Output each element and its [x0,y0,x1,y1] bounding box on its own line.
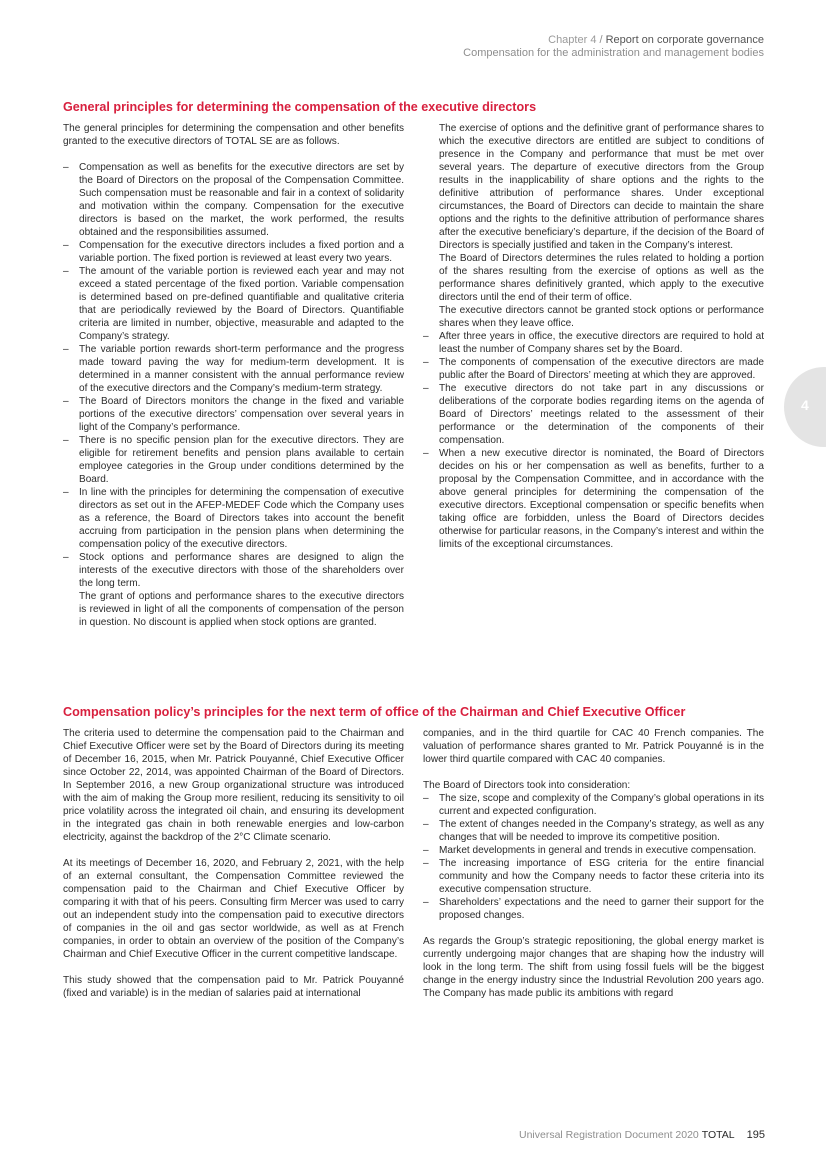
list-item: – In line with the principles for determining the compensation of executive directors as set out in the AFEP-MEDEF Code which the Company uses as a reference, the Board of Directors takes into account the benefit accruing from participation in the pension plans when determining the compensation policy of the executive directors. [63,486,404,551]
paragraph: The Board of Directors determines the rules related to holding a portion of the shares resulting from the exercise of options as well as the performance shares definitively granted, which apply to the executive directors until the end of their term of office. [439,253,764,303]
section1-right-list [423,330,764,551]
section2-right-list [423,792,764,922]
list-item: – The executive directors do not take part in any discussions or deliberations of the corporate bodies regarding items on the agenda of Board of Directors’ meetings related to the assessment of their performance or the determination of the components of their compensation. [423,382,764,447]
running-header [463,34,764,60]
list-item: – The amount of the variable portion is reviewed each year and may not exceed a stated percentage of the fixed portion. Variable compensation is determined based on pre-defined quantifiable and qualitative criteria that are periodically reviewed by the Board of Directors. Quantifiable criteria are limited in number, objective, measurable and adapted to the Company’s strategy. [63,265,404,343]
list-item: – The components of compensation of the executive directors are made public after the Board of Directors’ meeting at which they are approved. [423,356,764,382]
chapter-label: Chapter 4 [548,34,597,46]
section2-right-column [423,727,764,1000]
paragraph: The Board of Directors took into consideration: [423,780,631,791]
list-item: – The size, scope and complexity of the Company’s global operations in its current and expected configuration. [423,792,764,818]
paragraph: companies, and in the third quartile for CAC 40 French companies. The valuation of performance shares granted to Mr. Patrick Pouyanné is in the lower third quartile compared with CAC 40 companies. [423,728,764,765]
chapter-tab [784,367,826,447]
section1-options-paragraph: The grant of options and performance shares to the executive directors is reviewed in light of all the components of compensation of the person in question. No discount is applied when stock options are granted. [79,591,404,628]
list-item: – Market developments in general and trends in executive compensation. [423,844,764,857]
list-item: – The extent of changes needed in the Company’s strategy, as well as any changes that will be needed to improve its competitive position. [423,818,764,844]
list-item: – Compensation as well as benefits for the executive directors are set by the Board of Directors on the proposal of the Compensation Committee. Such compensation must be reasonable and fair in a context of solidarity and motivation within the company. Compensation for the executive directors is based on the market, the work performed, the results obtained and the responsibilities assumed. [63,161,404,239]
paragraph: The executive directors cannot be granted stock options or performance shares when they leave office. [439,305,764,329]
paragraph: At its meetings of December 16, 2020, and February 2, 2021, with the help of an external consultant, the Compensation Committee reviewed the compensation paid to the Chairman and Chief Executive Officer by comparing it with that of his peers. Consulting firm Mercer was used to carry out an independent study into the compensation paid to executive directors of companies in the oil and gas sector worldwide, as well as at French companies, in order to obtain an overview of the position of the Company’s Chairman and Chief Executive Officer in the current competitive landscape. [63,858,404,960]
section-title-compensation-policy: Compensation policy’s principles for the next term of office of the Chairman and Chief Executive Officer [63,705,686,719]
section1-left-list [63,161,404,590]
section1-right-column [423,122,764,551]
section1-intro: The general principles for determining the compensation and other benefits granted to the executive directors of TOTAL SE are as follows. [63,123,404,147]
list-item: – The variable portion rewards short-term performance and the progress made toward paving the way for medium-term development. It is determined in a manner consistent with the annual performance review of the executive directors and the Company’s medium-term strategy. [63,343,404,395]
section-title-general-principles: General principles for determining the compensation of the executive directors [63,100,537,114]
chapter-subtitle: Compensation for the administration and management bodies [463,47,764,59]
list-item: – Shareholders’ expectations and the need to garner their support for the proposed changes. [423,896,764,922]
list-item: – There is no specific pension plan for the executive directors. They are eligible for retirement benefits and pension plans available to certain employee categories in the Group under conditions determined by the Board. [63,434,404,486]
list-item: – When a new executive director is nominated, the Board of Directors decides on his or her compensation as well as benefits, further to a proposal by the Compensation Committee, and in accordance with the above general principles for determining the compensation of the executive directors. Exceptional compensation or specific benefits when taking office are forbidden, unless the Board of Directors decides otherwise for particular reasons, in the Company’s interest and within the limits of the exceptional circumstances. [423,447,764,551]
list-item: – The Board of Directors monitors the change in the fixed and variable portions of the executive directors’ compensation over several years in light of the Company’s performance. [63,395,404,434]
section2-left-column [63,727,404,1000]
list-item: – The increasing importance of ESG criteria for the entire financial community and how the Company needs to factor these criteria into its executive compensation structure. [423,857,764,896]
paragraph: The criteria used to determine the compensation paid to the Chairman and Chief Executive Officer were set by the Board of Directors during its meeting of December 16, 2015, when Mr. Patrick Pouyanné, Chief Executive Officer since October 22, 2014, was appointed Chairman of the Board of Directors. In September 2016, a new Group organizational structure was introduced with the aim of making the Group more resilient, reducing its sensitivity to oil price volatility across the integrated oil chain, and ensuring its development in the integrated gas chain in both renewable energies and low-carbon electricity, against the backdrop of the 2°C Climate scenario. [63,728,404,843]
footer-document-title: Universal Registration Document 2020 [519,1129,699,1141]
header-separator: / [596,34,606,46]
page-footer [519,1129,765,1141]
chapter-tab-number: 4 [801,397,809,413]
paragraph: This study showed that the compensation paid to Mr. Patrick Pouyanné (fixed and variable) is in the median of salaries paid at international [63,975,404,999]
paragraph: The exercise of options and the definitive grant of performance shares to which the executive directors are entitled are subject to conditions of presence in the Company and performance that must be met over several years. The departure of executive directors from the Group results in the inapplicability of share options and the rights to the definitive attribution of performance shares. Under exceptional circumstances, the Board of Directors can decide to maintain the share options and the rights to the definitive attribution of performance shares after the executive beneficiary’s departure, if the decision of the Board of Directors is specially justified and taken in the Company’s interest. [439,123,764,251]
chapter-title: Report on corporate governance [605,34,764,46]
list-item: – Stock options and performance shares are designed to align the interests of the executive directors with those of the shareholders over the long term. [63,551,404,590]
section1-left-column [63,122,404,629]
page-number: 195 [746,1129,765,1141]
paragraph: As regards the Group’s strategic repositioning, the global energy market is currently undergoing major changes that are shaping how the industry will look in the long term. The shift from using fossil fuels will be the biggest change in the energy industry since the Industrial Revolution 200 years ago. The Company has made public its ambitions with regard [423,936,764,999]
footer-brand: TOTAL [701,1129,735,1141]
list-item: – After three years in office, the executive directors are required to hold at least the number of Company shares set by the Board. [423,330,764,356]
list-item: – Compensation for the executive directors includes a fixed portion and a variable portion. The fixed portion is reviewed at least every two years. [63,239,404,265]
